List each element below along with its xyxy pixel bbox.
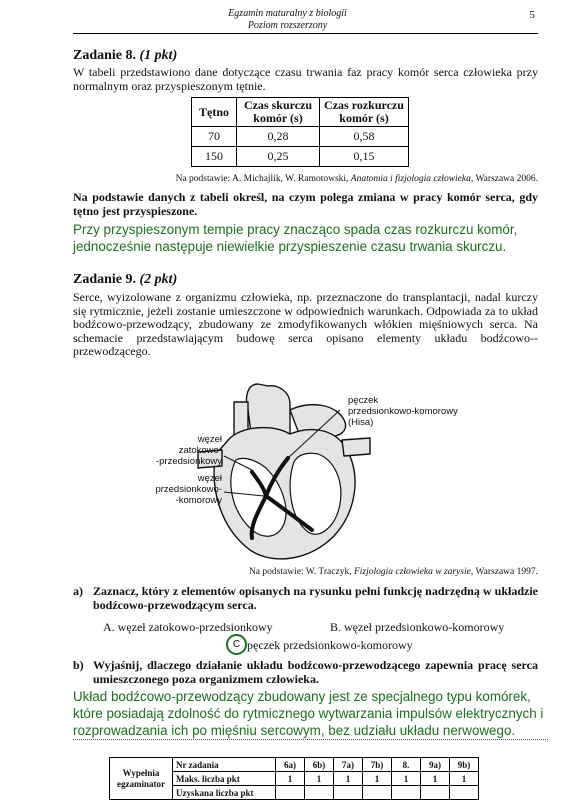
source-text: , Warszawa 1997. (470, 567, 538, 577)
question-a-label: a) (73, 584, 83, 598)
table-header-cell: Czas rozkurczu komór (s) (320, 98, 409, 127)
task-number-cell: 6a) (276, 758, 305, 772)
obtained-points-cell[interactable] (450, 786, 479, 800)
max-points-cell: 1 (363, 772, 392, 786)
table-header-cell: Czas skurczu komór (s) (237, 98, 320, 127)
table-header-row (192, 98, 409, 127)
header-divider (73, 33, 538, 34)
table-row (192, 127, 409, 147)
task-9-source (78, 567, 538, 577)
max-points-cell: 1 (392, 772, 421, 786)
row-label: Maks. liczba pkt (173, 772, 276, 786)
question-a-text: Zaznacz, który z elementów opisanych na rysunku pełni funkcję nadrzędną w układzie bodźcowo-przewodzącym serca. (93, 584, 538, 612)
table-cell: 0,58 (320, 127, 409, 147)
question-b-label: b) (73, 658, 84, 672)
max-points-cell: 1 (450, 772, 479, 786)
examiner-label-line: egzaminator (117, 778, 165, 789)
source-text: , Warszawa 2006. (470, 174, 538, 184)
label-line: węzeł (197, 473, 222, 484)
option-c[interactable]: pęczek przedsionkowo-komorowy (247, 638, 413, 652)
table-row (110, 758, 479, 772)
label-line: zatokowo- (178, 445, 222, 456)
max-points-cell: 1 (421, 772, 450, 786)
source-book-title: Anatomia i fizjologia człowieka (350, 174, 471, 184)
label-av-node (140, 473, 222, 506)
label-line: przedsionkowo- (155, 484, 222, 495)
row-label: Uzyskana liczba pkt (173, 786, 276, 800)
task-number-cell: 9b) (450, 758, 479, 772)
task-number-cell: 6b) (305, 758, 334, 772)
obtained-points-cell[interactable] (421, 786, 450, 800)
table-header-cell: Tętno (192, 98, 237, 127)
task-9-points: (2 pkt) (139, 272, 178, 287)
question-b-answer[interactable]: Układ bodźcowo-przewodzący zbudowany jest ze specjalnego typu komórek, które posiadają zdolność do rytmicznego wytwarzania impulsów elektrycznych i rozprowadzania ich po mięśniu sercowym, bez udziału układu nerwowego. (73, 688, 548, 740)
obtained-points-cell[interactable] (363, 786, 392, 800)
label-line: przedsionkowo-komorowy (348, 406, 458, 417)
source-book-title: Fizjologia człowieka w zarysie (353, 567, 471, 577)
task-8-source (78, 174, 538, 184)
label-sa-node (150, 434, 222, 467)
task-8-points: (1 pkt) (139, 48, 178, 63)
option-b[interactable]: B. węzeł przedsionkowo-komorowy (330, 620, 505, 634)
task-8-question: Na podstawie danych z tabeli określ, na czym polega zmiana w pracy komór serca, gdy tętno jest przyspieszone. (73, 190, 538, 218)
header-level: Poziom rozszerzony (247, 20, 328, 31)
task-number-cell: 8. (392, 758, 421, 772)
table-cell: 70 (192, 127, 237, 147)
task-8-title (73, 48, 177, 64)
label-line: -przedsionkowy (156, 456, 222, 467)
obtained-points-cell[interactable] (392, 786, 421, 800)
header-exam-title: Egzamin maturalny z biologii (228, 8, 347, 19)
table-cell: 0,25 (237, 147, 320, 167)
row-label: Nr zadania (173, 758, 276, 772)
task-9-number: Zadanie 9. (73, 272, 137, 287)
score-table (109, 757, 479, 800)
source-text: Na podstawie: A. Michajlik, W. Ramotowski, (175, 174, 351, 184)
label-line: węzeł (197, 434, 222, 445)
label-line: -komorowy (175, 495, 222, 506)
max-points-cell: 1 (305, 772, 334, 786)
label-line: (Hisa) (348, 417, 374, 428)
heart-phase-table (191, 97, 409, 167)
task-number-cell: 7b) (363, 758, 392, 772)
examiner-label-line: Wypełnia (122, 767, 160, 778)
table-cell: 150 (192, 147, 237, 167)
examiner-label (110, 758, 173, 800)
max-points-cell: 1 (334, 772, 363, 786)
question-b-text: Wyjaśnij, dlaczego działanie układu bodźcowo-przewodzącego zapewnia pracę serca umieszczonego poza organizmem człowieka. (93, 658, 538, 686)
table-cell: 0,28 (237, 127, 320, 147)
max-points-cell: 1 (276, 772, 305, 786)
option-a[interactable]: A. węzeł zatokowo-przedsionkowy (103, 620, 273, 634)
table-row (192, 147, 409, 167)
task-8-number: Zadanie 8. (73, 48, 137, 63)
task-8-answer[interactable]: Przy przyspieszonym tempie pracy znacząco spada czas rozkurczu komór, jednocześnie następuje niewielkie przyspieszenie czasu trwania skurczu. (73, 222, 518, 254)
obtained-points-cell[interactable] (334, 786, 363, 800)
obtained-points-cell[interactable] (276, 786, 305, 800)
page-number: 5 (529, 9, 535, 21)
task-number-cell: 9a) (421, 758, 450, 772)
task-8-intro: W tabeli przedstawiono dane dotyczące czasu trwania faz pracy komór serca człowieka przy normalnym oraz przyspieszonym tętnie. (73, 65, 538, 93)
pulmonary-vein-shape (342, 438, 370, 456)
source-text: Na podstawie: W. Traczyk, (248, 567, 354, 577)
label-his-bundle (348, 395, 458, 428)
task-9-title (73, 272, 177, 288)
task-number-cell: 7a) (334, 758, 363, 772)
label-line: pęczek (348, 395, 379, 406)
table-cell: 0,15 (320, 147, 409, 167)
option-c-selected-circle[interactable]: C (226, 634, 247, 655)
task-9-intro: Serce, wyizolowane z organizmu człowieka, np. przeznaczone do transplantacji, nadal kurczy się rytmicznie, jeżeli zostanie umieszczone w odpowiednich warunkach. Odpowiada za to układ bodźcowo-przewodzący, zbudowany ze zmodyfikowanych włókien mięśniowych serca. Na schemacie przedstawiającym budowę serca opisano elementy układu bodźcowo--przewodzącego. (73, 290, 538, 359)
obtained-points-cell[interactable] (305, 786, 334, 800)
